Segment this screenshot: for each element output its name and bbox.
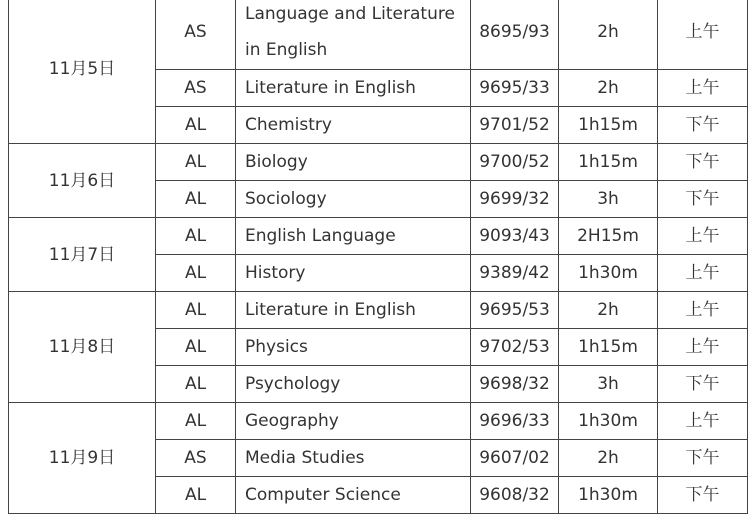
- exam-period-cell: 上午: [658, 218, 748, 255]
- exam-level-cell: AL: [156, 181, 236, 218]
- exam-level-cell: AL: [156, 477, 236, 514]
- exam-period-cell: 下午: [658, 477, 748, 514]
- exam-subject-cell: Chemistry: [236, 107, 471, 144]
- exam-subject-cell: Media Studies: [236, 440, 471, 477]
- exam-subject-cell: Psychology: [236, 366, 471, 403]
- exam-date-cell: 11月9日: [9, 403, 156, 514]
- exam-duration-cell: 1h30m: [559, 477, 658, 514]
- table-row: [9, 144, 748, 181]
- exam-code-cell: 9695/33: [471, 70, 559, 107]
- table-row: [9, 292, 748, 329]
- table-row: [9, 218, 748, 255]
- exam-duration-cell: 1h15m: [559, 107, 658, 144]
- exam-code-cell: 9695/53: [471, 292, 559, 329]
- exam-period-cell: 下午: [658, 440, 748, 477]
- exam-level-cell: AS: [156, 440, 236, 477]
- exam-level-cell: AL: [156, 292, 236, 329]
- exam-schedule-container: [8, 0, 748, 514]
- exam-subject-cell: Literature in English: [236, 292, 471, 329]
- exam-schedule-table: [8, 0, 748, 514]
- exam-duration-cell: 1h30m: [559, 403, 658, 440]
- exam-duration-cell: 1h30m: [559, 255, 658, 292]
- exam-level-cell: AL: [156, 403, 236, 440]
- exam-duration-cell: 3h: [559, 366, 658, 403]
- table-row: [9, 0, 748, 70]
- exam-period-cell: 上午: [658, 70, 748, 107]
- exam-subject-cell: Sociology: [236, 181, 471, 218]
- exam-period-cell: 上午: [658, 329, 748, 366]
- exam-period-cell: 下午: [658, 181, 748, 218]
- exam-period-cell: 上午: [658, 403, 748, 440]
- exam-level-cell: AL: [156, 218, 236, 255]
- exam-code-cell: 9608/32: [471, 477, 559, 514]
- exam-duration-cell: 3h: [559, 181, 658, 218]
- exam-date-cell: 11月7日: [9, 218, 156, 292]
- exam-subject-cell: Geography: [236, 403, 471, 440]
- exam-level-cell: AS: [156, 70, 236, 107]
- exam-code-cell: 9701/52: [471, 107, 559, 144]
- exam-duration-cell: 1h15m: [559, 329, 658, 366]
- exam-code-cell: 9093/43: [471, 218, 559, 255]
- exam-level-cell: AL: [156, 144, 236, 181]
- exam-period-cell: 上午: [658, 292, 748, 329]
- exam-code-cell: 9698/32: [471, 366, 559, 403]
- exam-duration-cell: 1h15m: [559, 144, 658, 181]
- exam-duration-cell: 2h: [559, 0, 658, 70]
- exam-period-cell: 下午: [658, 107, 748, 144]
- exam-period-cell: 下午: [658, 366, 748, 403]
- exam-subject-cell: Language and Literature in English: [236, 0, 471, 70]
- exam-period-cell: 下午: [658, 144, 748, 181]
- exam-date-cell: 11月8日: [9, 292, 156, 403]
- exam-subject-cell: Computer Science: [236, 477, 471, 514]
- exam-code-cell: 9389/42: [471, 255, 559, 292]
- exam-code-cell: 9607/02: [471, 440, 559, 477]
- exam-subject-cell: Biology: [236, 144, 471, 181]
- exam-date-cell: 11月5日: [9, 0, 156, 144]
- exam-period-cell: 上午: [658, 0, 748, 70]
- exam-duration-cell: 2h: [559, 440, 658, 477]
- exam-level-cell: AS: [156, 0, 236, 70]
- exam-level-cell: AL: [156, 366, 236, 403]
- exam-code-cell: 9702/53: [471, 329, 559, 366]
- exam-code-cell: 9696/33: [471, 403, 559, 440]
- exam-subject-cell: Literature in English: [236, 70, 471, 107]
- exam-period-cell: 上午: [658, 255, 748, 292]
- exam-date-cell: 11月6日: [9, 144, 156, 218]
- exam-subject-cell: Physics: [236, 329, 471, 366]
- exam-subject-cell: English Language: [236, 218, 471, 255]
- table-row: [9, 403, 748, 440]
- exam-code-cell: 8695/93: [471, 0, 559, 70]
- exam-level-cell: AL: [156, 329, 236, 366]
- exam-duration-cell: 2h: [559, 70, 658, 107]
- exam-code-cell: 9699/32: [471, 181, 559, 218]
- exam-duration-cell: 2H15m: [559, 218, 658, 255]
- exam-code-cell: 9700/52: [471, 144, 559, 181]
- exam-subject-cell: History: [236, 255, 471, 292]
- exam-level-cell: AL: [156, 255, 236, 292]
- exam-duration-cell: 2h: [559, 292, 658, 329]
- exam-level-cell: AL: [156, 107, 236, 144]
